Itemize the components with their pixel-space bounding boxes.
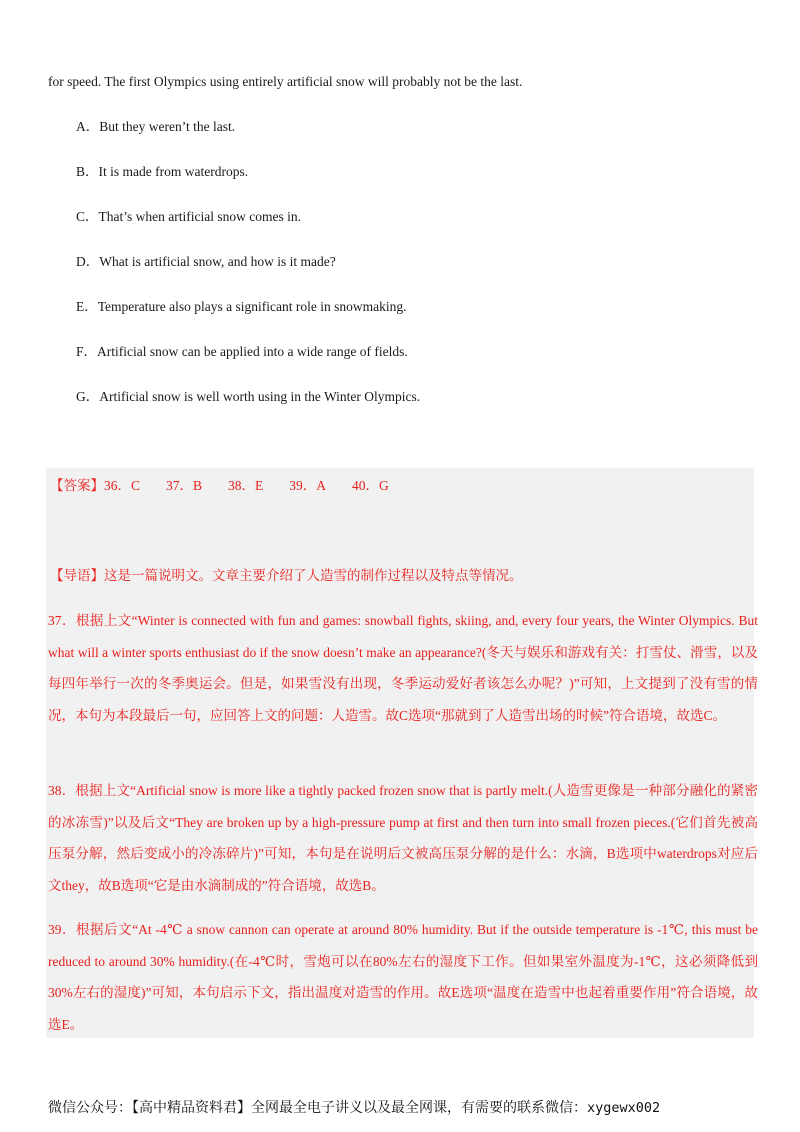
- answer-37: 37．B: [166, 478, 203, 493]
- answer-40: 40．G: [352, 478, 389, 493]
- answer-39: 39．A: [289, 478, 327, 493]
- explanation-39: 39．根据后文“At -4℃ a snow cannon can operate at around 80% humidity. But if the outside temperature is -1℃, this must be reduced to around 30% humidity.(在-4℃时，雪炮可以在80%左右的湿度下工作。但如果室外温度为-1℃，这必须降低到30%左右的湿度)”可知，本句启示下文，指出温度对造雪的作用。故E选项“温度在造雪中也起着重要作用”符合语境，故选E。: [48, 922, 758, 1032]
- option-e: E．Temperature also plays a significant role in snowmaking.: [76, 299, 407, 314]
- answer-tag: 【答案】: [50, 478, 104, 493]
- option-c: C．That’s when artificial snow comes in.: [76, 209, 301, 224]
- answer-36: 36．C: [104, 478, 141, 493]
- footer-text: 微信公众号：【高中精品资料君】全网最全电子讲义以及最全网课，有需要的联系微信：: [48, 1100, 587, 1116]
- explanation-37: 37．根据上文“Winter is connected with fun and games: snowball fights, skiing, and, every four years, the Winter Olympics. But what will a winter sports enthusiast do if the snow doesn’t make an appearance?(冬天与娱乐和游戏有关：打雪仗、滑雪，以及每四年举行一次的冬季奥运会。但是，如果雪没有出现，冬季运动爱好者该怎么办呢？)”可知，上文提到了没有雪的情况，本句为本段最后一句，应回答上文的问题：人造雪。故C选项“那就到了人造雪出场的时候”符合语境，故选C。: [48, 613, 758, 723]
- guide-text: 【导语】这是一篇说明文。文章主要介绍了人造雪的制作过程以及特点等情况。: [50, 568, 523, 583]
- answer-key: [50, 476, 415, 496]
- option-d: D．What is artificial snow, and how is it made?: [76, 254, 336, 269]
- option-f: F．Artificial snow can be applied into a wide range of fields.: [76, 344, 408, 359]
- answer-38: 38．E: [228, 478, 264, 493]
- passage-intro-text: for speed. The first Olympics using entirely artificial snow will probably not be the last.: [48, 74, 523, 89]
- option-a: A．But they weren’t the last.: [76, 119, 236, 134]
- footer-wechat-id: xygewx002: [587, 1100, 661, 1116]
- explanation-38: 38．根据上文“Artificial snow is more like a tightly packed frozen snow that is partly melt.(人造雪更像是一种部分融化的紧密的冰冻雪)”以及后文“They are broken up by a high-pressure pump at first and then turn into small frozen pieces.(它们首先被高压泵分解，然后变成小的冷冻碎片)”可知，本句是在说明后文被高压泵分解的是什么：水滴，B选项中waterdrops对应后文they，故B选项“它是由水滴制成的”符合语境，故选B。: [48, 783, 758, 893]
- option-g: G．Artificial snow is well worth using in the Winter Olympics.: [76, 389, 421, 404]
- option-b: B．It is made from waterdrops.: [76, 164, 249, 179]
- footer-note: [48, 1096, 760, 1120]
